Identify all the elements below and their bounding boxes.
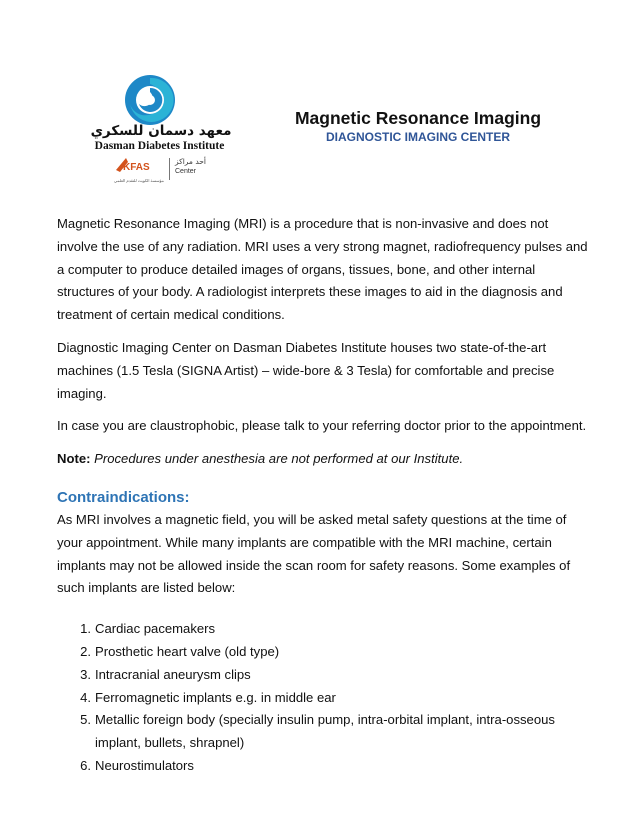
- list-item-number: 4.: [80, 689, 91, 705]
- kfas-divider: [169, 158, 170, 180]
- page-subtitle: DIAGNOSTIC IMAGING CENTER: [325, 130, 510, 144]
- institute-logo: [86, 74, 236, 189]
- page-title: Magnetic Resonance Imaging: [294, 108, 542, 128]
- machines-paragraph: Diagnostic Imaging Center on Dasman Diabetes Institute houses two state-of-the-art machines (1.5 Tesla (SIGNA Artist) – wide-bore & 3 Tesla) for comfortable and precise imaging.: [57, 339, 555, 401]
- list-item: [57, 641, 589, 664]
- list-item-number: 1.: [80, 621, 91, 637]
- list-item: [57, 618, 589, 641]
- kfas-arabic-small: مؤسسة الكويت للتقدم العلمي: [114, 178, 164, 183]
- list-item: [57, 687, 589, 710]
- contraindications-intro: As MRI involves a magnetic field, you will be asked metal safety questions at the time of your appointment. While many implants are compatible with the MRI machine, certain implants may not be allowed inside the scan room for safety reasons. Some examples of such implants are listed below:: [57, 511, 571, 596]
- list-item-number: 5.: [80, 712, 91, 728]
- list-item-text: Ferromagnetic implants e.g. in middle ear: [95, 689, 336, 705]
- kfas-arabic-label: أحد مراكز: [175, 157, 206, 166]
- list-item-text: Neurostimulators: [95, 757, 194, 773]
- document-body: [57, 213, 589, 778]
- list-item-text: Prosthetic heart valve (old type): [95, 643, 280, 659]
- kfas-center-label: Center: [175, 168, 197, 175]
- kfas-partner-logo: [114, 156, 234, 184]
- list-item-text: Intracranial aneurysm clips: [95, 666, 251, 682]
- intro-paragraph: Magnetic Resonance Imaging (MRI) is a procedure that is non-invasive and does not involve the use of any radiation. MRI uses a very strong magnet, radiofrequency pulses and a computer to produce detailed images of organs, tissues, bone, and other internal structures of your body. A radiologist interprets these images to aid in the diagnosis and treatment of certain medical conditions.: [57, 216, 588, 323]
- institute-arabic-name: معهد دسمان للسكري: [90, 123, 232, 139]
- note-paragraph: [57, 448, 589, 471]
- list-item-number: 2.: [80, 643, 91, 659]
- list-item-number: 3.: [80, 666, 91, 682]
- kfas-wordmark: KFAS: [123, 162, 150, 173]
- note-label: Note:: [57, 451, 91, 467]
- contraindications-heading: Contraindications:: [57, 488, 190, 506]
- list-item: [57, 709, 589, 755]
- dasman-swirl-icon: [124, 74, 176, 126]
- list-item: [57, 664, 589, 687]
- list-item: [57, 755, 589, 778]
- claustrophobia-paragraph: In case you are claustrophobic, please talk to your referring doctor prior to the appointment.: [57, 418, 587, 434]
- list-item-number: 6.: [80, 757, 91, 773]
- contraindications-list: [57, 618, 589, 778]
- list-item-text: Cardiac pacemakers: [95, 621, 216, 637]
- note-text: Procedures under anesthesia are not performed at our Institute.: [94, 451, 464, 467]
- list-item-text: Metallic foreign body (specially insulin pump, intra-orbital implant, intra-osseous implant, bullets, shrapnel): [95, 712, 555, 751]
- institute-english-name: Dasman Diabetes Institute: [94, 140, 225, 152]
